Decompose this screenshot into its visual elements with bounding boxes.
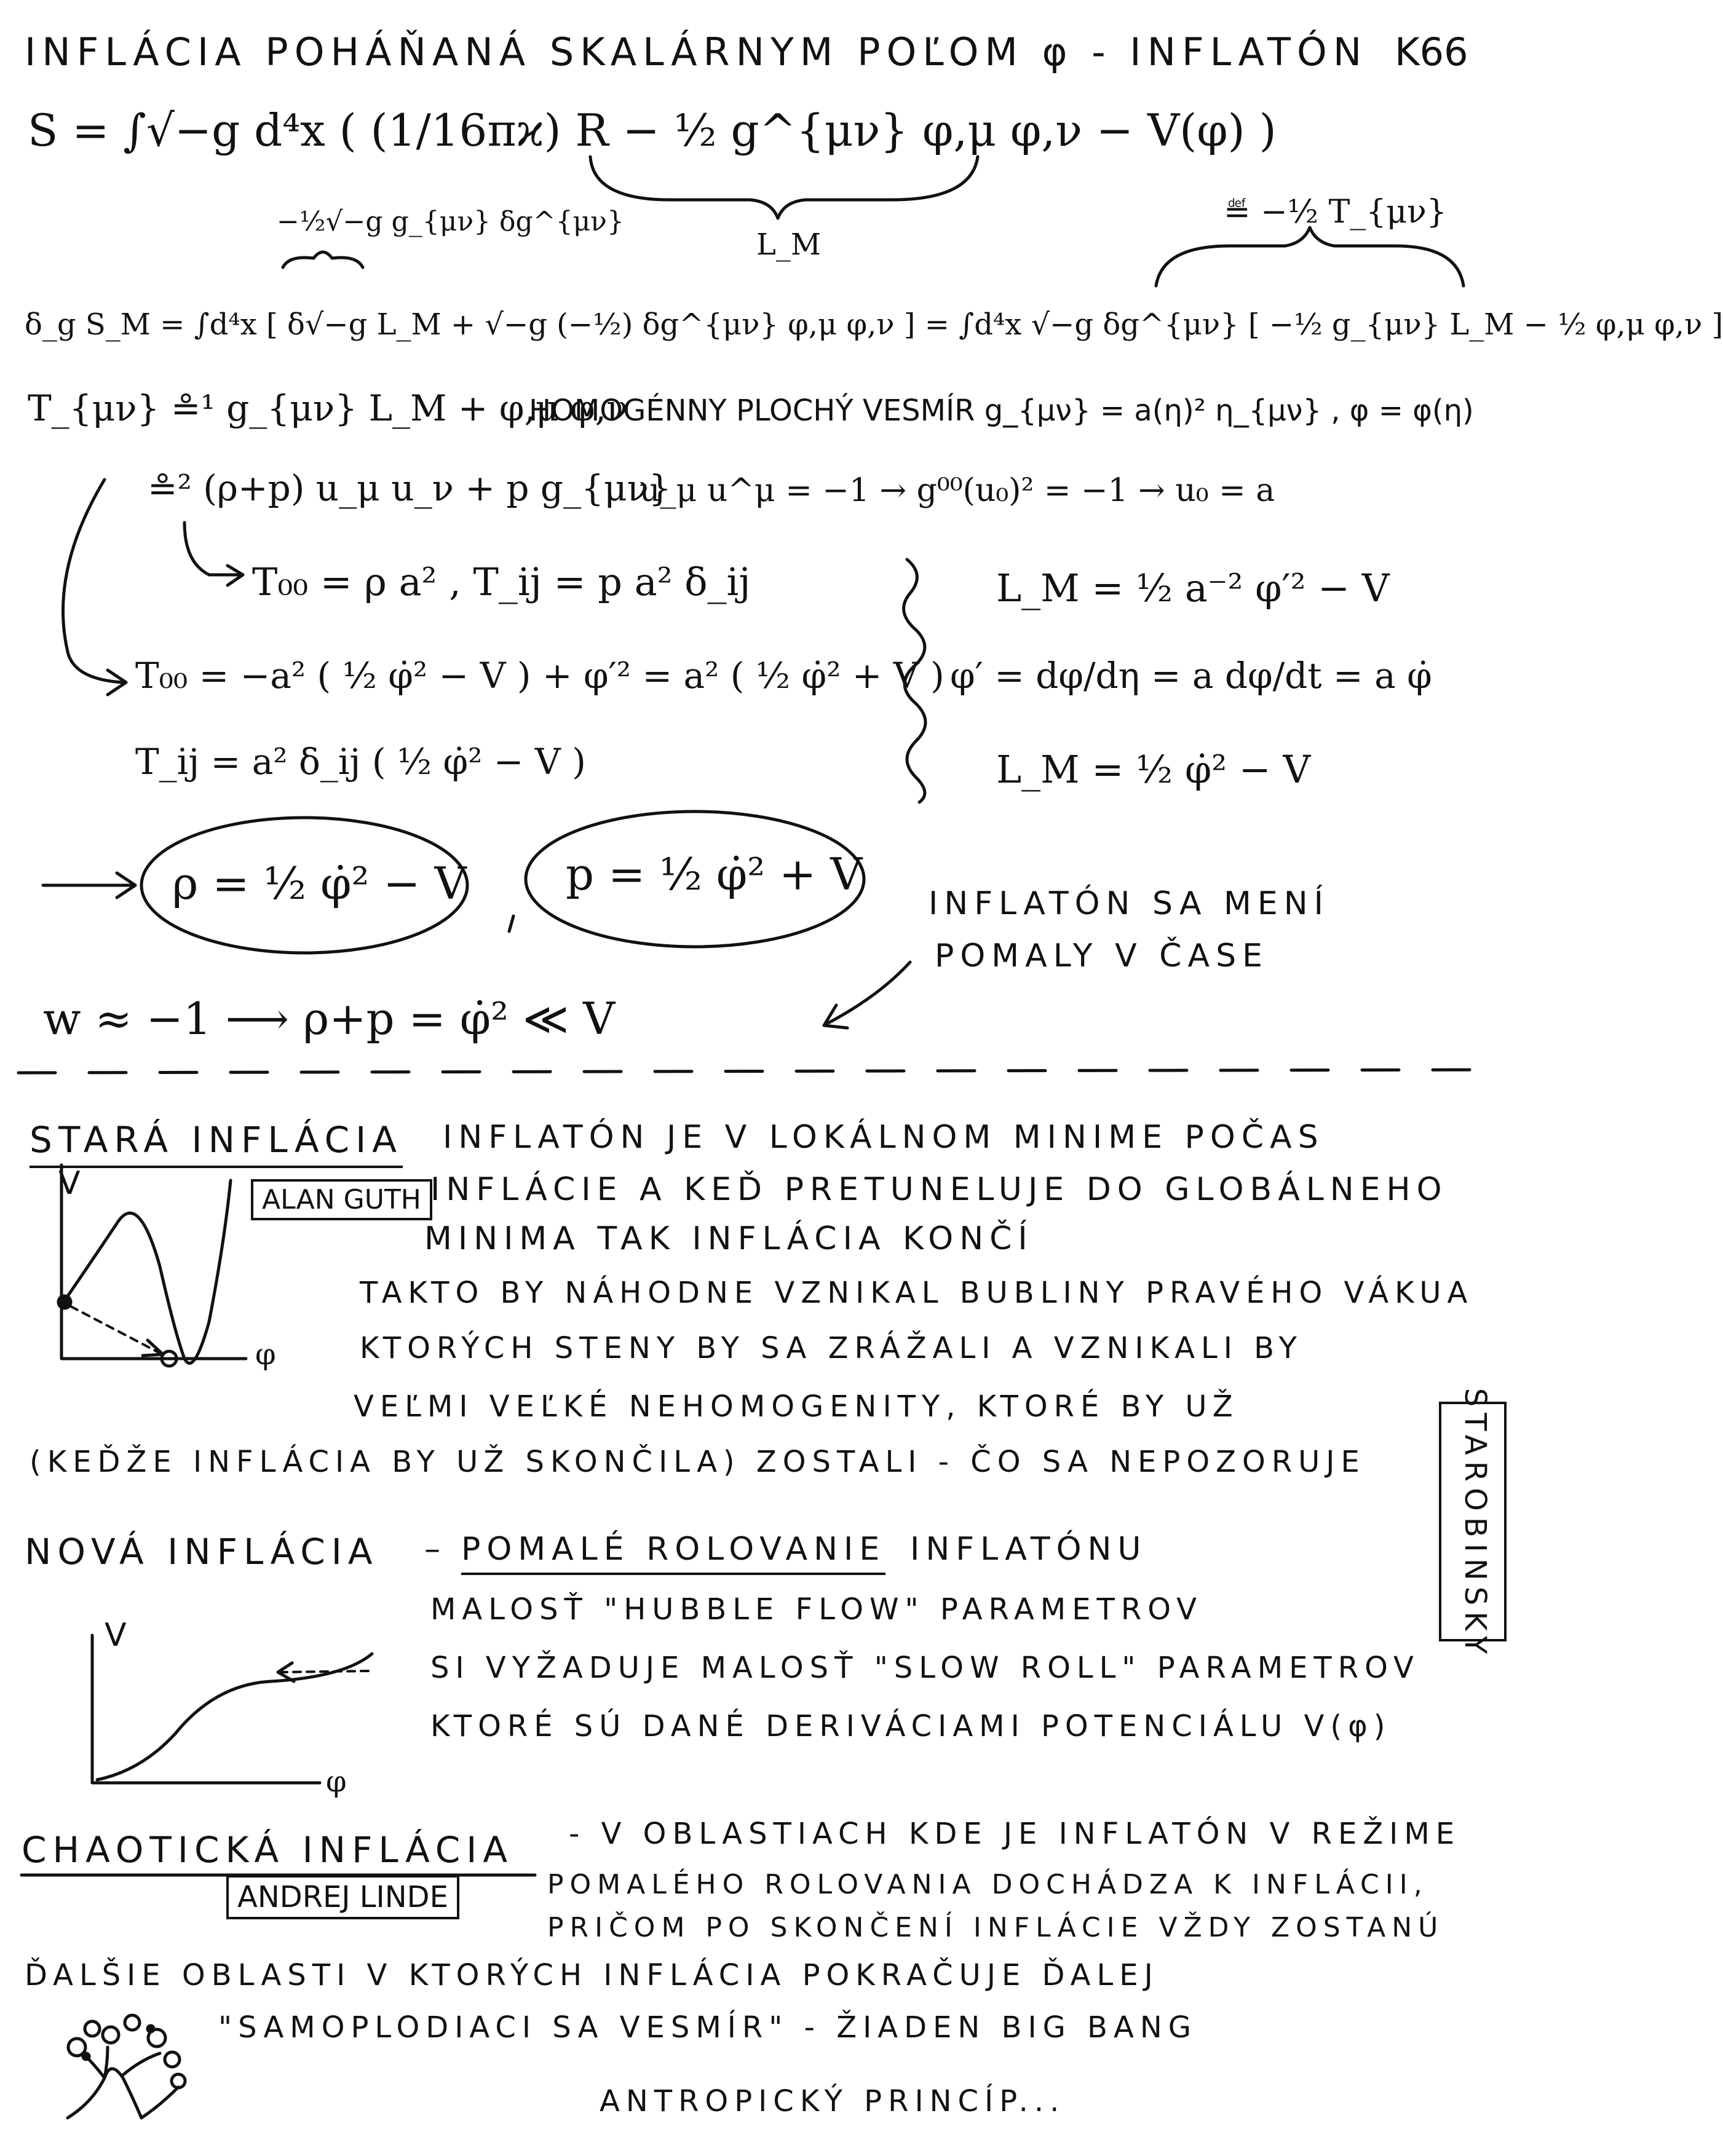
- action-equation: S = ∫√−g d⁴x ( (1/16πϰ) R − ½ g^{μν} φ,μ φ,ν − V(φ) ): [28, 105, 1277, 156]
- old-inflation-line-1: INFLATÓN JE V LOKÁLNOM MINIME POČAS: [443, 1119, 1325, 1156]
- lagrangian-cosmic-time: L_M = ½ φ̇² − V: [996, 747, 1311, 792]
- pressure-result: p = ½ φ̇² + V: [566, 848, 863, 900]
- slow-change-note: INFLATÓN SA MENÍ: [929, 885, 1329, 922]
- alan-guth-label: ALAN GUTH: [251, 1179, 432, 1220]
- old-inflation-heading: STARÁ INFLÁCIA: [30, 1119, 403, 1168]
- bracket-overbrace: [1156, 227, 1464, 286]
- old-inflation-line-2: INFLÁCIE A KEĎ PRETUNELUJE DO GLOBÁLNEHO: [430, 1171, 1448, 1208]
- matter-lagrangian-label: L_M: [756, 227, 822, 262]
- chaotic-line-6: ANTROPICKÝ PRINCÍP...: [600, 2084, 1066, 2118]
- wavy-divider: [904, 559, 925, 802]
- four-velocity-normalization: u_μ u^μ = −1 → g⁰⁰(u₀)² = −1 → u₀ = a: [640, 472, 1275, 509]
- chaotic-line-2: POMALÉHO ROLOVANIA DOCHÁDZA K INFLÁCII,: [547, 1869, 1428, 1900]
- note-arrow: [827, 962, 910, 1024]
- stress-tensor-definition: T_{μν} ≗¹ g_{μν} L_M + φ,μ φ,ν: [28, 387, 628, 429]
- old-plot-y-label: V: [58, 1165, 81, 1202]
- old-plot-x-label: φ: [255, 1337, 276, 1372]
- tij-component: T_ij = a² δ_ij ( ½ φ̇² − V ): [135, 741, 586, 783]
- section-divider: [18, 1070, 1500, 1073]
- old-inflation-line-5: KTORÝCH STENY BY SA ZRÁŽALI A VZNIKALI BY: [360, 1331, 1303, 1365]
- new-plot-y-label: V: [105, 1617, 127, 1654]
- energy-density-result: ρ = ½ φ̇² − V: [172, 858, 467, 909]
- conformal-derivative: φ′ = dφ/dη = a dφ/dt = a φ̇: [950, 655, 1432, 697]
- page-code: K66: [1395, 30, 1468, 74]
- chaotic-line-1: - V OBLASTIACH KDE JE INFLATÓN V REŽIME: [569, 1817, 1461, 1851]
- old-inflation-plot: [58, 1165, 246, 1366]
- chaotic-line-3: PRIČOM PO SKONČENÍ INFLÁCIE VŽDY ZOSTANÚ: [547, 1912, 1444, 1943]
- chaotic-line-4: ĎALŠIE OBLASTI V KTORÝCH INFLÁCIA POKRAČUJE ĎALEJ: [25, 1958, 1159, 1992]
- pressure-ellipse: [526, 811, 864, 947]
- action-variation-equation: δ_g S_M = ∫d⁴x [ δ√−g L_M + √−g (−½) δg^{μν} φ,μ φ,ν ] = ∫d⁴x √−g δg^{μν} [ −½ g_{μν} L_M − ½ φ,μ φ,ν ]: [25, 307, 1723, 342]
- fluid-components: T₀₀ = ρ a² , T_ij = p a² δ_ij: [252, 559, 751, 604]
- perfect-fluid-form: ≗² (ρ+p) u_μ u_ν + p g_{μν}: [148, 467, 671, 509]
- new-inflation-plot: [92, 1635, 372, 1783]
- new-plot-x-label: φ: [326, 1764, 347, 1799]
- false-vacuum-potential: [63, 1180, 231, 1364]
- slow-roll-condition: w ≈ −1 ⟶ ρ+p = φ̇² ≪ V: [43, 993, 616, 1044]
- new-inflation-line-3: KTORÉ SÚ DANÉ DERIVÁCIAMI POTENCIÁLU V(φ): [430, 1709, 1392, 1743]
- slow-change-note-line2: POMALY V ČASE: [935, 938, 1269, 974]
- old-inflation-line-4: TAKTO BY NÁHODNE VZNIKAL BUBLINY PRAVÉHO VÁKUA: [360, 1276, 1474, 1310]
- metric-variation-annotation: −½√−g g_{μν} δg^{μν}: [277, 206, 624, 237]
- page-title: INFLÁCIA POHÁŇANÁ SKALÁRNYM POĽOM φ - INFLATÓN: [25, 30, 1368, 74]
- slow-roll-term: POMALÉ ROLOVANIE: [461, 1531, 885, 1575]
- dash-mark: –: [424, 1531, 446, 1568]
- bubble-universe-doodle: [68, 2015, 185, 2118]
- old-inflation-line-6: VEĽMI VEĽKÉ NEHOMOGENITY, KTORÉ BY UŽ: [354, 1389, 1239, 1424]
- definition-arrow: [63, 480, 124, 682]
- new-inflation-lead: INFLATÓNU: [910, 1531, 1147, 1568]
- new-inflation-line-1: MALOSŤ "HUBBLE FLOW" PARAMETROV: [430, 1592, 1203, 1627]
- starobinsky-label: STAROBINSKY: [1458, 1388, 1492, 1660]
- old-inflation-line-7: (KEĎŽE INFLÁCIA BY UŽ SKONČILA) ZOSTALI - ČO SA NEPOZORUJE: [30, 1445, 1366, 1479]
- lagrangian-conformal-time: L_M = ½ a⁻² φ′² − V: [996, 566, 1390, 610]
- t00-component: T₀₀ = −a² ( ½ φ̇² − V ) + φ′² = a² ( ½ φ̇² + V ): [135, 655, 945, 697]
- lagrangian-underbrace: [590, 157, 978, 218]
- energy-density-ellipse: [141, 818, 467, 953]
- old-inflation-line-3: MINIMA TAK INFLÁCIA KONČÍ: [424, 1220, 1034, 1257]
- andrej-linde-label: ANDREJ LINDE: [226, 1875, 459, 1919]
- flat-universe-assumption: HOMOGÉNNY PLOCHÝ VESMÍR g_{μν} = a(η)² η_{μν} , φ = φ(η): [529, 393, 1474, 428]
- sqrt-overbrace: [283, 252, 363, 267]
- new-inflation-line-2: SI VYŽADUJE MALOSŤ "SLOW ROLL" PARAMETROV: [430, 1651, 1420, 1685]
- new-inflation-heading: NOVÁ INFLÁCIA: [25, 1531, 379, 1573]
- stress-tensor-annotation: ≝ −½ T_{μν}: [1224, 194, 1447, 231]
- chaotic-inflation-heading: CHAOTICKÁ INFLÁCIA: [22, 1829, 514, 1871]
- chaotic-line-5: "SAMOPLODIACI SA VESMÍR" - ŽIADEN BIG BANG: [218, 2010, 1197, 2045]
- slow-roll-potential: [97, 1654, 372, 1780]
